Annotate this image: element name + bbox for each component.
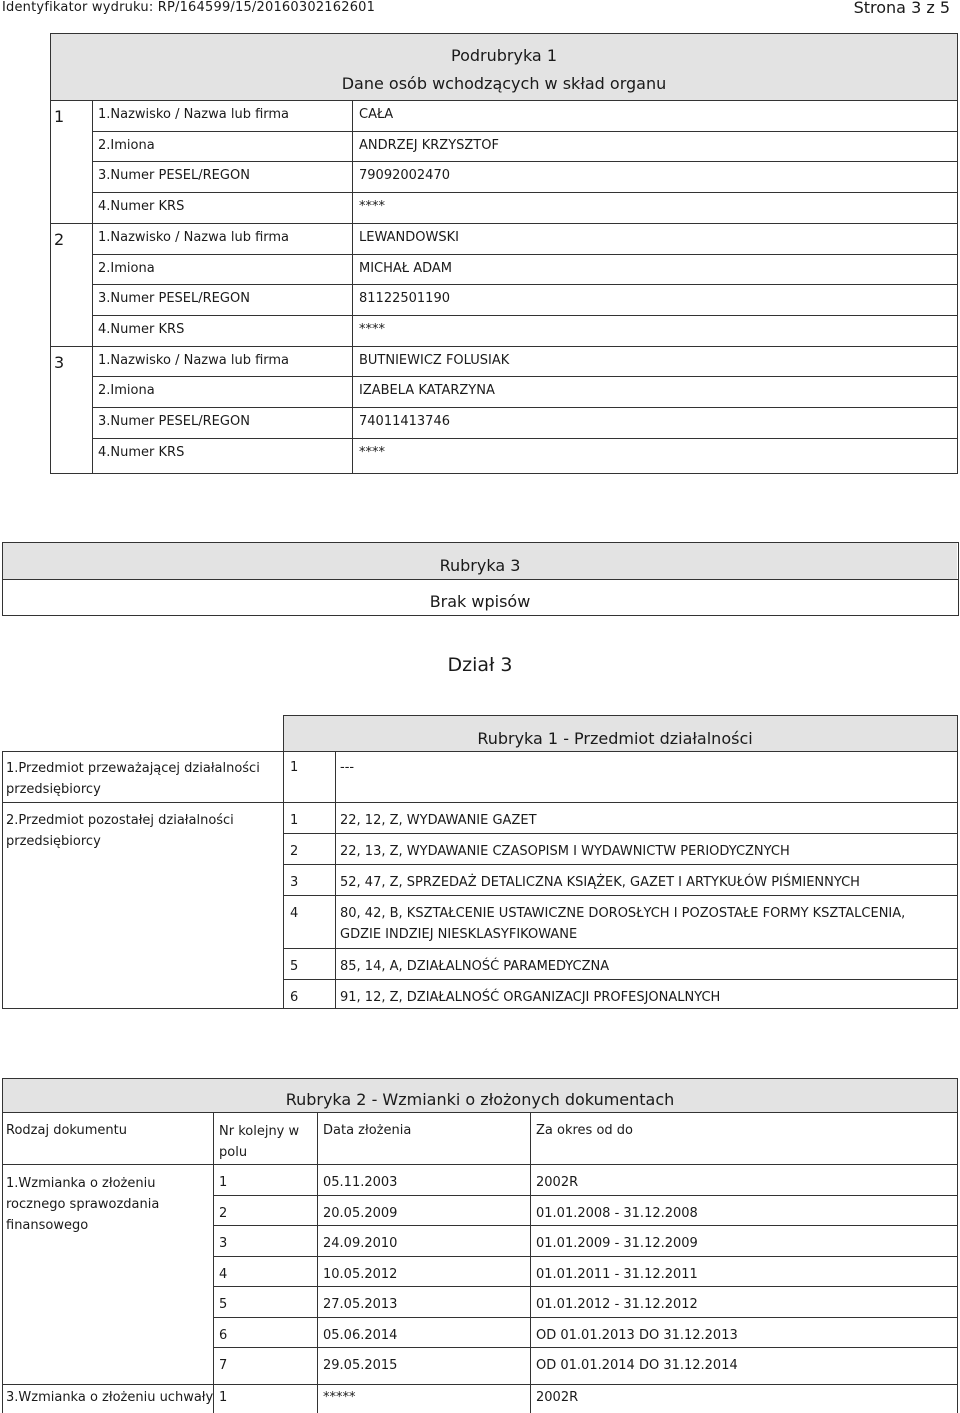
rubryka-1-title: Rubryka 1 - Przedmiot działalności (477, 729, 753, 748)
column-header-document-type: Rodzaj dokumentu (6, 1123, 127, 1138)
doc-sequence: 6 (219, 1327, 228, 1343)
doc-sequence: 1 (219, 1390, 228, 1405)
doc-date: 29.05.2015 (323, 1358, 398, 1373)
activity-item: 80, 42, B, KSZTAŁCENIE USTAWICZNE DOROSŁYCH I POZOSTAŁE FORMY KSZTALCENIA, GDZIE INDZIEJ NIESKLASYFIKOWANE (340, 906, 906, 942)
rubryka-2-title: Rubryka 2 - Wzmianki o złożonych dokumentach (285, 1090, 675, 1109)
field-label: 4.Numer KRS (98, 321, 185, 337)
other-activity-label: 2.Przedmiot pozostałej działalności przedsiębiorcy (6, 813, 234, 849)
print-identifier: Identyfikator wydruku: RP/164599/15/20160302162601 (2, 0, 376, 15)
field-value: 81122501190 (359, 291, 450, 307)
activity-number: 1 (290, 813, 299, 828)
group1-label: 1.Wzmianka o złożeniu rocznego sprawozdania finansowego (6, 1176, 160, 1233)
field-label: 3.Numer PESEL/REGON (98, 291, 250, 307)
field-value: BUTNIEWICZ FOLUSIAK (359, 352, 510, 368)
main-activity-num: 1 (290, 760, 299, 775)
doc-period: 01.01.2009 - 31.12.2009 (536, 1236, 698, 1251)
person-number: 2 (54, 229, 65, 249)
activity-number: 5 (290, 959, 299, 974)
field-value: **** (359, 321, 385, 337)
field-value: 74011413746 (359, 414, 450, 429)
field-value: CAŁA (359, 107, 394, 122)
doc-period: 01.01.2012 - 31.12.2012 (536, 1297, 698, 1312)
doc-sequence: 3 (219, 1236, 228, 1251)
dzial-3-title: Dział 3 (447, 654, 513, 676)
doc-date: ***** (323, 1390, 356, 1405)
activity-item: 91, 12, Z, DZIAŁALNOŚĆ ORGANIZACJI PROFESJONALNYCH (340, 990, 721, 1005)
doc-sequence: 5 (219, 1297, 228, 1312)
doc-period: OD 01.01.2013 DO 31.12.2013 (536, 1327, 738, 1343)
doc-sequence: 2 (219, 1205, 228, 1221)
main-activity-value: --- (340, 760, 355, 775)
field-label: 4.Numer KRS (98, 199, 185, 215)
field-value: IZABELA KATARZYNA (359, 383, 495, 399)
activity-number: 4 (290, 906, 299, 921)
field-label: 2.Imiona (98, 137, 155, 153)
activity-item: 22, 13, Z, WYDAWANIE CZASOPISM I WYDAWNICTW PERIODYCZNYCH (340, 844, 790, 859)
activity-item: 52, 47, Z, SPRZEDAŻ DETALICZNA KSIĄŻEK, GAZET I ARTYKUŁÓW PIŚMIENNYCH (340, 875, 860, 890)
column-header-date: Data złożenia (323, 1123, 412, 1138)
person-number: 3 (54, 352, 65, 372)
field-value: **** (359, 444, 385, 460)
doc-period: 01.01.2011 - 31.12.2011 (536, 1266, 698, 1282)
rubryka-3-note: Brak wpisów (429, 592, 531, 611)
main-activity-label: 1.Przedmiot przeważającej działalności przedsiębiorcy (6, 761, 260, 797)
field-value: LEWANDOWSKI (359, 229, 459, 245)
doc-date: 27.05.2013 (323, 1297, 398, 1312)
rubryka-3-title: Rubryka 3 (439, 556, 521, 575)
activity-number: 3 (290, 875, 299, 890)
field-label: 3.Numer PESEL/REGON (98, 414, 250, 429)
field-label: 2.Imiona (98, 383, 155, 399)
doc-sequence: 4 (219, 1266, 228, 1282)
field-label: 2.Imiona (98, 260, 155, 276)
podrubryka-subtitle: Dane osób wchodzących w skład organu (341, 74, 667, 93)
field-label: 3.Numer PESEL/REGON (98, 168, 250, 184)
field-label: 1.Nazwisko / Nazwa lub firma (98, 352, 290, 368)
doc-period: 2002R (536, 1175, 579, 1190)
doc-period: 01.01.2008 - 31.12.2008 (536, 1205, 698, 1221)
column-header-sequence: Nr kolejny w polu (219, 1124, 300, 1160)
doc-date: 10.05.2012 (323, 1266, 398, 1282)
field-label: 4.Numer KRS (98, 444, 185, 460)
activity-item: 22, 12, Z, WYDAWANIE GAZET (340, 813, 537, 828)
activity-number: 2 (290, 844, 299, 859)
field-value: 79092002470 (359, 168, 450, 184)
group3-label: 3.Wzmianka o złożeniu uchwały (6, 1390, 214, 1405)
doc-sequence: 1 (219, 1175, 228, 1190)
doc-date: 24.09.2010 (323, 1236, 398, 1251)
doc-period: 2002R (536, 1390, 579, 1405)
doc-date: 05.11.2003 (323, 1175, 398, 1190)
field-value: MICHAŁ ADAM (359, 260, 453, 276)
column-header-period: Za okres od do (536, 1123, 633, 1138)
activity-item: 85, 14, A, DZIAŁALNOŚĆ PARAMEDYCZNA (340, 959, 610, 974)
person-number: 1 (54, 107, 65, 126)
podrubryka-title: Podrubryka 1 (451, 46, 557, 65)
field-value: ANDRZEJ KRZYSZTOF (359, 137, 499, 153)
page-number: Strona 3 z 5 (853, 0, 950, 17)
doc-period: OD 01.01.2014 DO 31.12.2014 (536, 1358, 738, 1373)
field-value: **** (359, 199, 385, 215)
doc-date: 20.05.2009 (323, 1205, 398, 1221)
field-label: 1.Nazwisko / Nazwa lub firma (98, 229, 290, 245)
doc-sequence: 7 (219, 1358, 228, 1373)
field-label: 1.Nazwisko / Nazwa lub firma (98, 107, 290, 122)
doc-date: 05.06.2014 (323, 1327, 398, 1343)
activity-number: 6 (290, 990, 299, 1005)
